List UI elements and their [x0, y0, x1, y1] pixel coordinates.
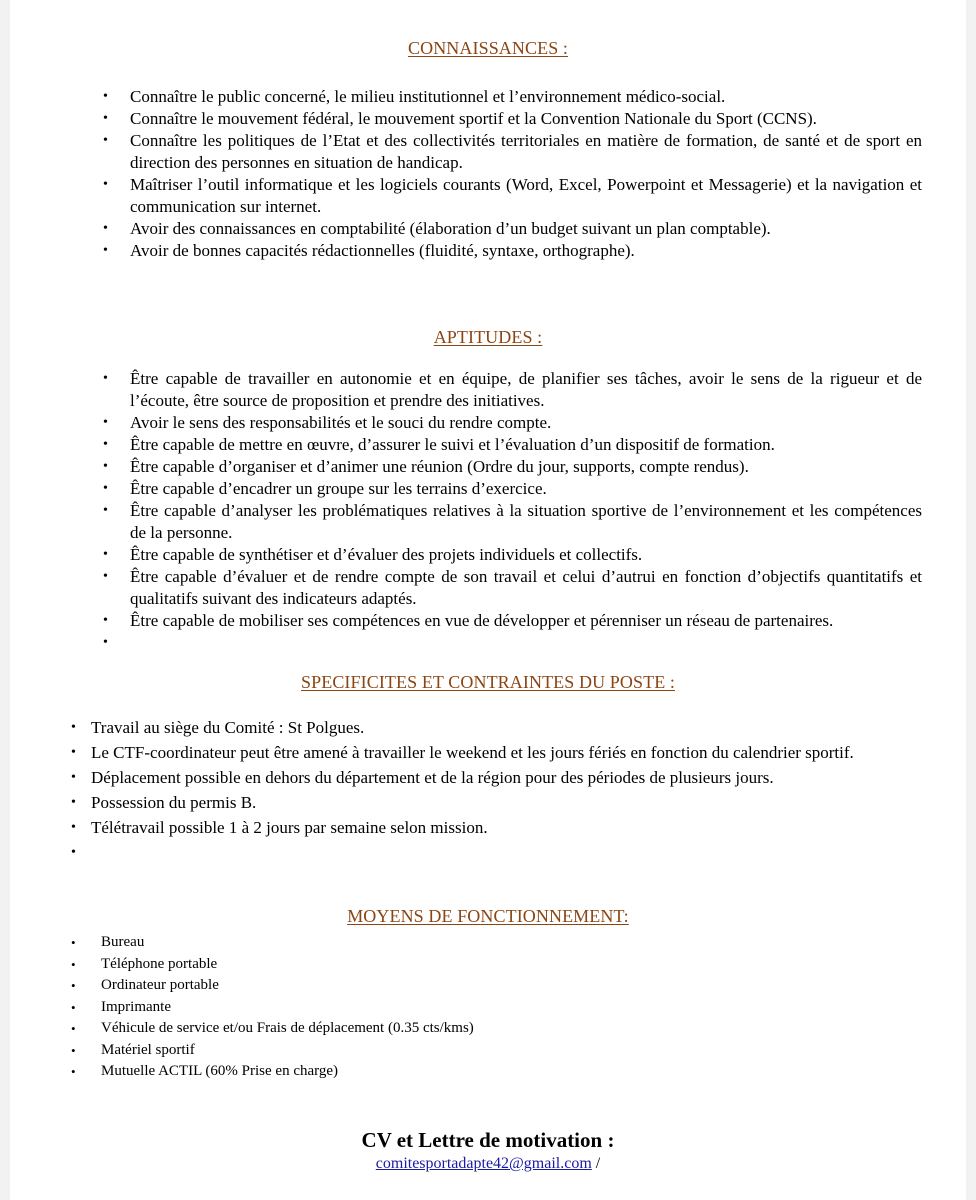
list-item-text: Travail au siège du Comité : St Polgues.: [91, 718, 365, 737]
bullet-icon: •: [103, 613, 108, 628]
list-item: [71, 766, 922, 789]
list-item-text: Ordinateur portable: [101, 977, 219, 993]
bullet-icon: •: [103, 221, 108, 236]
list-item: [71, 975, 801, 997]
list-item-text: Avoir le sens des responsabilités et le souci du rendre compte.: [130, 413, 552, 432]
list-item: [103, 368, 922, 412]
list-item-text: Télétravail possible 1 à 2 jours par semaine selon mission.: [91, 818, 488, 837]
document-page: [10, 0, 966, 1200]
list-item: [71, 741, 922, 764]
list-item: [103, 108, 922, 130]
list-item: [103, 130, 922, 174]
list-item: [103, 478, 922, 500]
list-item: [103, 86, 922, 108]
list-item-text: Véhicule de service et/ou Frais de déplacement (0.35 cts/kms): [101, 1020, 474, 1036]
list-item: [71, 816, 922, 839]
bullet-icon: •: [103, 547, 108, 562]
list-item: [103, 566, 922, 610]
list-item: [103, 456, 922, 478]
bullet-icon: •: [103, 133, 108, 148]
list-item-text: Mutuelle ACTIL (60% Prise en charge): [101, 1063, 339, 1079]
list-item-text: Déplacement possible en dehors du département et de la région pour des périodes de plusieurs jours.: [91, 768, 774, 787]
bullet-icon: •: [71, 845, 76, 860]
list-item-text: Matériel sportif: [101, 1041, 195, 1058]
bullet-icon: •: [103, 415, 108, 430]
email-trailing: /: [591, 1155, 601, 1172]
list-item-text: Bureau: [101, 934, 145, 950]
bullet-icon: •: [103, 569, 108, 584]
bullet-icon: •: [103, 503, 108, 518]
list-item: [71, 1061, 801, 1083]
list-item: [71, 841, 922, 864]
bullet-icon: •: [71, 770, 76, 785]
list-item-text: Être capable de travailler en autonomie et en équipe, de planifier ses tâches, avoir le sens de la rigueur et de l’écoute, être source de proposition et prendre des initiatives.: [130, 369, 922, 410]
list-item-text: Avoir de bonnes capacités rédactionnelles (fluidité, syntaxe, orthographe).: [130, 241, 635, 260]
list-item-text: Être capable d’encadrer un groupe sur les terrains d’exercice.: [130, 479, 547, 498]
list-item-text: Être capable de mettre en œuvre, d’assurer le suivi et l’évaluation d’un dispositif de formation.: [130, 435, 775, 454]
bullet-icon: •: [71, 999, 76, 1015]
list-item-text: [130, 632, 922, 654]
bullet-icon: •: [71, 795, 76, 810]
bullet-icon: •: [71, 820, 76, 835]
list-item: [103, 174, 922, 218]
list-item-text: Connaître le public concerné, le milieu institutionnel et l’environnement médico-social.: [130, 87, 726, 106]
list-item-text: Connaître le mouvement fédéral, le mouvement sportif et la Convention Nationale du Sport (CCNS).: [130, 109, 817, 128]
section-heading-connaissances: CONNAISSANCES :: [407, 38, 569, 58]
email-link[interactable]: comitesportadapte42@gmail.com: [375, 1155, 592, 1172]
bullet-icon: •: [103, 243, 108, 258]
list-item: [103, 500, 922, 544]
bullet-icon: •: [71, 1042, 76, 1058]
list-item: [71, 997, 801, 1019]
bullet-icon: •: [103, 371, 108, 386]
section-heading-specificites: SPECIFICITES ET CONTRAINTES DU POSTE :: [301, 672, 675, 692]
bullet-icon: •: [71, 720, 76, 735]
bullet-icon: •: [71, 1021, 76, 1036]
list-item: [71, 791, 922, 814]
list-item: [71, 932, 801, 954]
bullet-icon: •: [103, 111, 108, 126]
bullet-icon: •: [71, 956, 76, 972]
bullet-icon: •: [103, 459, 108, 474]
list-item-text: [91, 841, 922, 864]
list-connaissances: [103, 86, 922, 262]
bullet-icon: •: [71, 978, 76, 993]
list-item: [103, 632, 922, 654]
bullet-icon: •: [103, 89, 108, 104]
section-heading-aptitudes: APTITUDES :: [433, 327, 543, 347]
list-item: [103, 218, 922, 240]
list-item: [103, 544, 922, 566]
bullet-icon: •: [103, 437, 108, 452]
list-item: [71, 954, 801, 976]
list-item-text: Être capable de synthétiser et d’évaluer des projets individuels et collectifs.: [130, 545, 643, 564]
list-item-text: Le CTF-coordinateur peut être amené à travailler le weekend et les jours fériés en fonction du calendrier sportif.: [91, 743, 854, 762]
list-specificites: [71, 716, 922, 866]
list-item: [71, 716, 922, 739]
list-aptitudes: [103, 368, 922, 654]
bullet-icon: •: [71, 1064, 76, 1079]
list-item-text: Possession du permis B.: [91, 793, 257, 812]
list-item-text: Être capable d’organiser et d’animer une réunion (Ordre du jour, supports, compte rendus).: [130, 457, 749, 476]
bullet-icon: •: [71, 935, 76, 950]
list-item: [103, 412, 922, 434]
list-item: [71, 1040, 801, 1062]
list-item: [103, 240, 922, 262]
bullet-icon: •: [103, 177, 108, 192]
list-item-text: Imprimante: [101, 998, 171, 1015]
list-item: [103, 434, 922, 456]
list-item: [71, 1018, 801, 1040]
contact-line: [10, 1155, 966, 1173]
list-item-text: Avoir des connaissances en comptabilité (élaboration d’un budget suivant un plan comptable).: [130, 219, 771, 238]
bullet-icon: •: [103, 481, 108, 496]
cv-title: CV et Lettre de motivation :: [361, 1128, 615, 1152]
list-item-text: Être capable de mobiliser ses compétences en vue de développer et pérenniser un réseau de partenaires.: [130, 611, 834, 630]
list-item: [103, 610, 922, 632]
list-item-text: Connaître les politiques de l’Etat et des collectivités territoriales en matière de formation, de santé et de sport en direction des personnes en situation de handicap.: [130, 131, 922, 172]
list-item-text: Être capable d’évaluer et de rendre compte de son travail et celui d’autrui en fonction d’objectifs quantitatifs et qualitatifs suivant des indicateurs adaptés.: [130, 567, 922, 608]
list-moyens: [71, 932, 801, 1083]
bullet-icon: •: [71, 745, 76, 760]
section-heading-moyens: MOYENS DE FONCTIONNEMENT:: [347, 906, 629, 926]
list-item-text: Être capable d’analyser les problématiques relatives à la situation sportive de l’environnement et les compétences de la personne.: [130, 501, 922, 542]
list-item-text: Téléphone portable: [101, 955, 218, 972]
bullet-icon: •: [103, 635, 108, 650]
list-item-text: Maîtriser l’outil informatique et les logiciels courants (Word, Excel, Powerpoint et Messagerie) et la navigation et communication sur internet.: [130, 175, 922, 216]
